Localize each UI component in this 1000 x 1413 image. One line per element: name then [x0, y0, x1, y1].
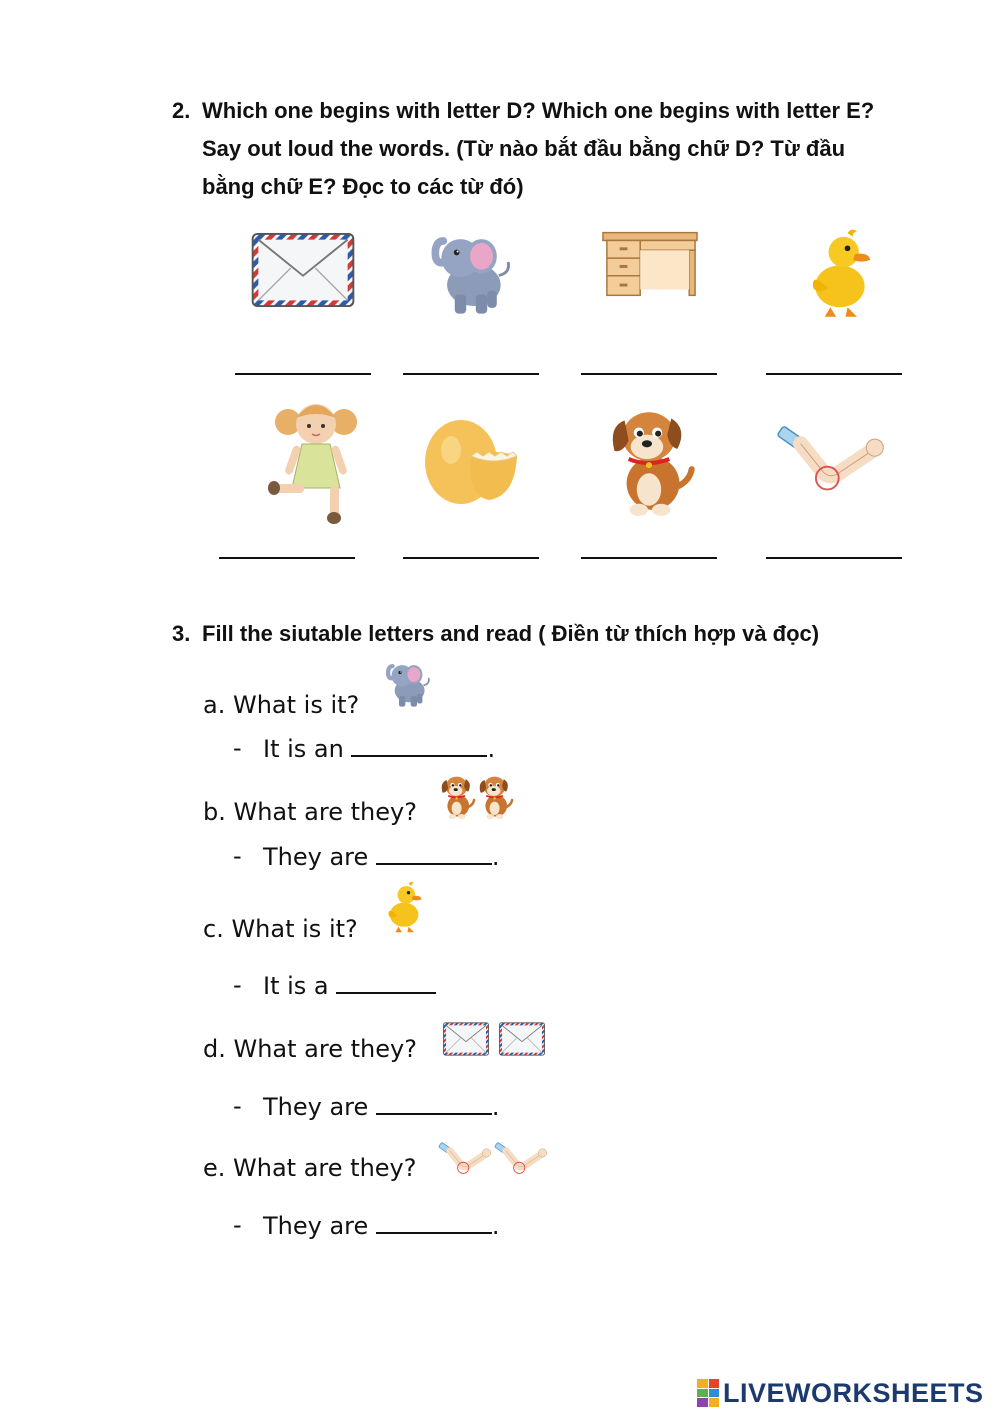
envelope-icon	[249, 232, 357, 308]
answer-e-suffix: .	[491, 1212, 500, 1240]
envelope-icon	[442, 1022, 490, 1056]
question-b: b. What are they?	[203, 798, 417, 826]
answer-dash: -	[233, 1211, 242, 1239]
doll-icon	[264, 396, 368, 526]
answer-d-suffix: .	[491, 1093, 500, 1121]
answer-blank-8[interactable]	[766, 557, 902, 559]
answer-a-blank[interactable]	[351, 733, 487, 757]
egg-icon	[421, 416, 521, 506]
answer-dash: -	[233, 734, 242, 762]
answer-e-prefix: They are	[263, 1212, 369, 1240]
question-a: a. What is it?	[203, 691, 360, 719]
section-3-instruction: Fill the siutable letters and read ( Điền từ thích hợp và đọc)	[202, 621, 820, 646]
dog-icon	[476, 770, 514, 820]
question-e: e. What are they?	[203, 1154, 417, 1182]
answer-dash: -	[233, 971, 242, 999]
liveworksheets-logo	[697, 1375, 984, 1411]
answer-blank-4[interactable]	[766, 373, 902, 375]
answer-blank-7[interactable]	[581, 557, 717, 559]
answer-b-blank[interactable]	[376, 841, 492, 865]
desk-icon	[601, 228, 699, 298]
answer-d	[263, 1091, 500, 1122]
dog-icon	[604, 396, 696, 518]
logo-mark-icon	[697, 1379, 719, 1407]
elephant-icon	[428, 226, 514, 320]
elbow-icon	[438, 1142, 494, 1176]
answer-dash: -	[233, 842, 242, 870]
answer-d-blank[interactable]	[376, 1091, 492, 1115]
envelope-icon	[498, 1022, 546, 1056]
answer-blank-1[interactable]	[235, 373, 371, 375]
answer-e-blank[interactable]	[376, 1210, 492, 1234]
duck-icon	[381, 878, 425, 936]
answer-c	[263, 970, 436, 1001]
answer-c-blank[interactable]	[336, 970, 436, 994]
section-2-instruction: Which one begins with letter D? Which one begins with letter E? Say out loud the words. (Từ nào bắt đầu bằng chữ D? Từ đầu bằng chữ E? Đọc to các từ đó)	[202, 98, 875, 199]
answer-blank-5[interactable]	[219, 557, 355, 559]
elbow-icon	[494, 1142, 550, 1176]
answer-b-suffix: .	[491, 843, 500, 871]
answer-blank-2[interactable]	[403, 373, 539, 375]
answer-blank-3[interactable]	[581, 373, 717, 375]
section-3-heading	[172, 615, 902, 653]
answer-a-prefix: It is an	[263, 735, 344, 763]
logo-text: LIVEWORKSHEETS	[723, 1377, 984, 1408]
section-2-heading	[172, 92, 902, 210]
answer-e	[263, 1210, 500, 1241]
section-2-number: 2.	[172, 98, 191, 123]
answer-a-suffix: .	[487, 735, 496, 763]
answer-d-prefix: They are	[263, 1093, 369, 1121]
elbow-icon	[776, 426, 890, 494]
answer-blank-6[interactable]	[403, 557, 539, 559]
elephant-icon	[384, 656, 432, 712]
answer-c-prefix: It is a	[263, 972, 329, 1000]
duck-icon	[800, 224, 876, 322]
question-d: d. What are they?	[203, 1035, 417, 1063]
answer-b	[263, 841, 500, 872]
section-3-number: 3.	[172, 621, 191, 646]
question-c: c. What is it?	[203, 915, 358, 943]
answer-a	[263, 733, 495, 764]
answer-dash: -	[233, 1092, 242, 1120]
dog-icon	[438, 770, 476, 820]
answer-b-prefix: They are	[263, 843, 369, 871]
